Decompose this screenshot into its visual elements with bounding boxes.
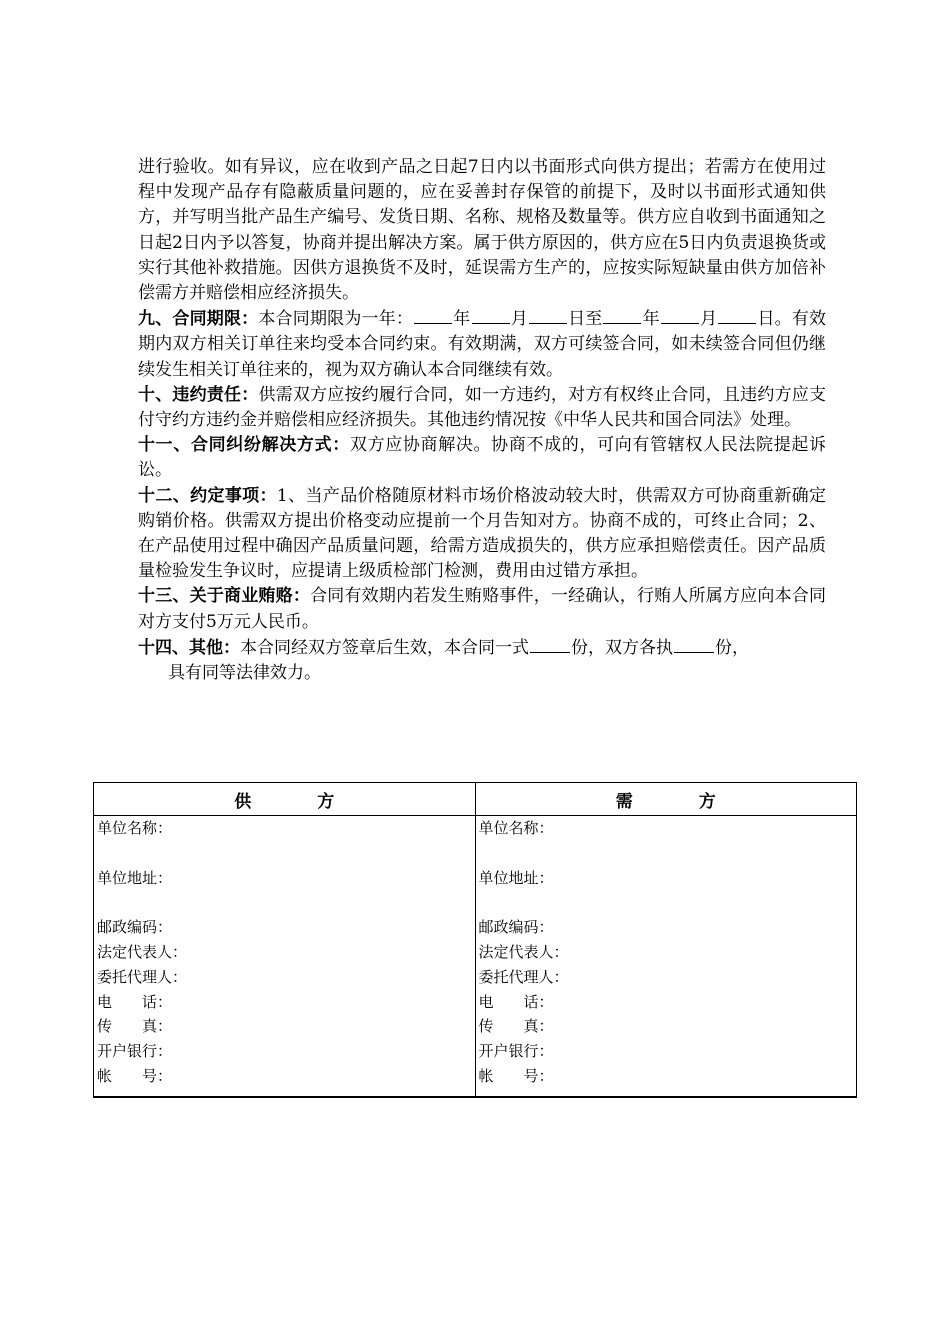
- clause-10-text: 供需双方应按约履行合同，如一方违约，对方有权终止合同，且违约方应支付守约方违约金并赔偿相应经济损失。其他违约情况按《中华人民共和国合同法》处理。: [138, 384, 827, 431]
- buyer-header: 需 方: [475, 783, 857, 816]
- blank-copies-each[interactable]: [674, 635, 714, 653]
- clause-13: [138, 584, 826, 634]
- clause-8-text: 进行验收。如有异议，应在收到产品之日起7日内以书面形式向供方提出；若需方在使用过程中发现产品存有隐蔽质量问题的，应在妥善封存保管的前提下，及时以书面形式通知供方，并写明当批产品生产编号、发货日期、名称、规格及数量等。供方应自收到书面通知之日起2日内予以答复，协商并提出解决方案。属于供方原因的，供方应在5日内负责退换货或实行其他补救措施。因供方退换货不及时，延误需方生产的，应按实际短缺量由供方加倍补偿需方并赔偿相应经济损失。: [138, 157, 826, 304]
- clause-14-text-a: 本合同经双方签章后生效，本合同一式: [240, 637, 529, 658]
- clause-9-text-start: 本合同期限为一年：: [258, 309, 414, 330]
- spacer: [97, 890, 472, 915]
- clause-14-text-b: 份，双方各执: [571, 637, 673, 658]
- clause-9-text-rest: 有效期内双方相关订单往来均受本合同约束。有效期满，双方可续签合同，如未续签合同但仍继续发生相关订单往来的，视为双方确认本合同继续有效。: [138, 309, 827, 380]
- clause-11-heading: 十一、合同纠纷解决方式：: [138, 435, 350, 456]
- clause-12-text: 1、当产品价格随原材料市场价格波动较大时，供需双方可协商重新确定购销价格。供需双方提出价格变动应提前一个月告知对方。协商不成的，可终止合同；2、在产品使用过程中确因产品质量问题，给需方造成损失的，供方应承担赔偿责任。因产品质量检验发生争议时，应提请上级质检部门检测，费用由过错方承担。: [138, 485, 827, 582]
- clause-10-heading: 十、违约责任：: [138, 384, 259, 405]
- buyer-phone: 电 话：: [478, 992, 554, 1011]
- clause-9-heading: 九、合同期限：: [138, 309, 259, 330]
- spacer: [479, 890, 854, 915]
- supplier-info-cell[interactable]: [94, 816, 476, 1098]
- supplier-account: 帐 号：: [97, 1066, 173, 1085]
- buyer-fax: 传 真：: [478, 1017, 554, 1036]
- label-year-end: 年: [642, 309, 660, 330]
- buyer-unit-address: 单位地址：: [478, 868, 554, 887]
- label-year: 年: [453, 309, 471, 330]
- blank-end-day[interactable]: [718, 306, 756, 324]
- clause-11: [138, 433, 826, 483]
- buyer-unit-name: 单位名称：: [478, 819, 554, 837]
- clause-14-text-d: 具有同等法律效力。: [168, 663, 321, 684]
- supplier-agent: 委托代理人：: [97, 967, 188, 986]
- buyer-postal-code: 邮政编码：: [478, 918, 554, 937]
- buyer-bank: 开户银行：: [478, 1042, 554, 1061]
- supplier-unit-address: 单位地址：: [97, 868, 173, 887]
- buyer-info-cell[interactable]: [475, 816, 857, 1098]
- blank-copies-total[interactable]: [530, 635, 570, 653]
- clause-10: [138, 383, 826, 433]
- supplier-fax: 传 真：: [97, 1017, 173, 1036]
- supplier-phone: 电 话：: [97, 992, 173, 1011]
- label-month: 月: [510, 309, 528, 330]
- buyer-agent: 委托代理人：: [478, 967, 569, 986]
- clause-13-heading: 十三、关于商业贿赂：: [138, 586, 311, 607]
- spacer: [97, 841, 472, 866]
- spacer: [479, 841, 854, 866]
- clause-12: [138, 484, 826, 585]
- buyer-account: 帐 号：: [478, 1066, 554, 1085]
- supplier-bank: 开户银行：: [97, 1042, 173, 1061]
- label-day-to: 日至: [567, 309, 603, 330]
- parties-header-row: [94, 783, 857, 816]
- clause-8-continued: [138, 155, 826, 306]
- contract-body: [138, 155, 826, 686]
- clause-13-text: 合同有效期内若发生贿赂事件，一经确认，行贿人所属方应向本合同对方支付5万元人民币。: [138, 586, 827, 632]
- blank-start-day[interactable]: [529, 306, 567, 324]
- clause-14-heading: 十四、其他：: [138, 637, 240, 658]
- clause-9: [138, 306, 826, 383]
- parties-table: [93, 782, 857, 1098]
- label-day-end: 日。: [757, 309, 792, 330]
- blank-start-month[interactable]: [472, 306, 510, 324]
- blank-end-year[interactable]: [603, 306, 641, 324]
- clause-14-text-c: 份，: [715, 637, 749, 658]
- supplier-postal-code: 邮政编码：: [97, 918, 173, 937]
- clause-12-heading: 十二、约定事项：: [138, 485, 277, 506]
- clause-11-text: 双方应协商解决。协商不成的，可向有管辖权人民法院提起诉讼。: [138, 435, 827, 481]
- label-month-end: 月: [699, 309, 718, 330]
- supplier-header: 供 方: [94, 783, 476, 816]
- parties-body-row: [94, 816, 857, 1098]
- buyer-legal-rep: 法定代表人：: [478, 942, 569, 961]
- blank-end-month[interactable]: [661, 306, 699, 324]
- blank-start-year[interactable]: [414, 306, 452, 324]
- clause-14-continued: [138, 661, 826, 686]
- supplier-unit-name: 单位名称：: [97, 819, 173, 837]
- supplier-legal-rep: 法定代表人：: [97, 942, 188, 961]
- clause-14: [138, 635, 826, 661]
